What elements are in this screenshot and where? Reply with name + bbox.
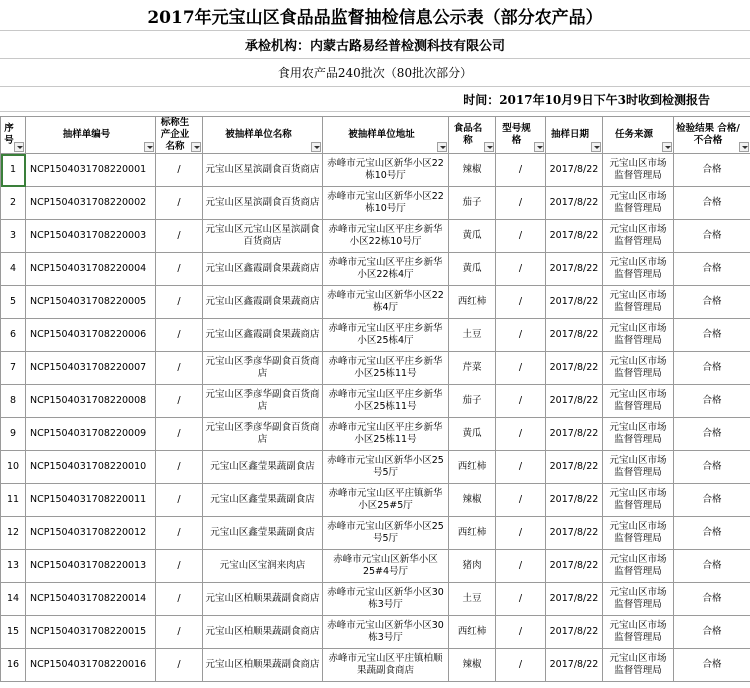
cell-enterprise[interactable]: /	[156, 418, 203, 451]
cell-task-source[interactable]: 元宝山区市场监督管理局	[603, 253, 674, 286]
cell-sample-no[interactable]: NCP1504031708220002	[26, 187, 156, 220]
cell-task-source[interactable]: 元宝山区市场监督管理局	[603, 385, 674, 418]
cell-seq[interactable]: 1	[1, 154, 26, 187]
cell-enterprise[interactable]: /	[156, 616, 203, 649]
cell-enterprise[interactable]: /	[156, 187, 203, 220]
report-time: 时间：2017年10月9日下午3时收到检测报告	[0, 87, 750, 112]
cell-unit-address[interactable]: 赤峰市元宝山区平庄镇柏顺果蔬副食商店	[323, 649, 449, 682]
table-row	[1, 286, 750, 319]
filter-dropdown-icon[interactable]	[191, 142, 201, 152]
cell-sample-no[interactable]: NCP1504031708220011	[26, 484, 156, 517]
cell-result[interactable]: 合格	[674, 451, 750, 484]
cell-seq[interactable]: 15	[1, 616, 26, 649]
table-row	[1, 385, 750, 418]
cell-date[interactable]: 2017/8/22	[546, 451, 603, 484]
cell-unit-address[interactable]: 赤峰市元宝山区平庄乡新华小区22栋10号厅	[323, 220, 449, 253]
cell-enterprise[interactable]: /	[156, 649, 203, 682]
cell-unit-name[interactable]: 元宝山区柏顺果蔬副食商店	[203, 583, 323, 616]
cell-sample-no[interactable]: NCP1504031708220009	[26, 418, 156, 451]
cell-task-source[interactable]: 元宝山区市场监督管理局	[603, 550, 674, 583]
filter-dropdown-icon[interactable]	[437, 142, 447, 152]
cell-enterprise[interactable]: /	[156, 319, 203, 352]
inspection-org: 承检机构：内蒙古路易经普检测科技有限公司	[0, 31, 750, 59]
cell-date[interactable]: 2017/8/22	[546, 319, 603, 352]
table-row	[1, 220, 750, 253]
cell-food-name[interactable]: 辣椒	[449, 154, 496, 187]
cell-sample-no[interactable]: NCP1504031708220012	[26, 517, 156, 550]
filter-dropdown-icon[interactable]	[484, 142, 494, 152]
header-unit-name: 被抽样单位名称	[203, 117, 323, 154]
cell-spec[interactable]: /	[496, 154, 546, 187]
cell-task-source[interactable]: 元宝山区市场监督管理局	[603, 154, 674, 187]
cell-result[interactable]: 合格	[674, 583, 750, 616]
cell-spec[interactable]: /	[496, 649, 546, 682]
cell-unit-name[interactable]: 元宝山区星滨副食百货商店	[203, 187, 323, 220]
cell-seq[interactable]: 8	[1, 385, 26, 418]
cell-enterprise[interactable]: /	[156, 484, 203, 517]
cell-unit-address[interactable]: 赤峰市元宝山区平庄乡新华小区25栋11号	[323, 385, 449, 418]
cell-unit-address[interactable]: 赤峰市元宝山区平庄乡新华小区25栋11号	[323, 352, 449, 385]
cell-food-name[interactable]: 西红柿	[449, 286, 496, 319]
cell-seq[interactable]: 10	[1, 451, 26, 484]
cell-enterprise[interactable]: /	[156, 517, 203, 550]
header-row	[1, 117, 750, 154]
cell-spec[interactable]: /	[496, 418, 546, 451]
cell-spec[interactable]: /	[496, 286, 546, 319]
cell-date[interactable]: 2017/8/22	[546, 649, 603, 682]
cell-result[interactable]: 合格	[674, 187, 750, 220]
table-row	[1, 154, 750, 187]
header-unit-address: 被抽样单位地址	[323, 117, 449, 154]
cell-sample-no[interactable]: NCP1504031708220015	[26, 616, 156, 649]
cell-enterprise[interactable]: /	[156, 550, 203, 583]
cell-seq[interactable]: 16	[1, 649, 26, 682]
cell-unit-name[interactable]: 元宝山区鑫霞副食果蔬商店	[203, 286, 323, 319]
cell-result[interactable]: 合格	[674, 154, 750, 187]
cell-spec[interactable]: /	[496, 220, 546, 253]
cell-food-name[interactable]: 土豆	[449, 319, 496, 352]
cell-unit-address[interactable]: 赤峰市元宝山区新华小区25号5厅	[323, 451, 449, 484]
header-food-name: 食品名称	[449, 117, 496, 154]
cell-enterprise[interactable]: /	[156, 253, 203, 286]
cell-spec[interactable]: /	[496, 385, 546, 418]
cell-date[interactable]: 2017/8/22	[546, 583, 603, 616]
cell-task-source[interactable]: 元宝山区市场监督管理局	[603, 517, 674, 550]
cell-spec[interactable]: /	[496, 187, 546, 220]
filter-dropdown-icon[interactable]	[534, 142, 544, 152]
cell-sample-no[interactable]: NCP1504031708220006	[26, 319, 156, 352]
cell-result[interactable]: 合格	[674, 517, 750, 550]
table-row	[1, 484, 750, 517]
cell-result[interactable]: 合格	[674, 352, 750, 385]
header-result: 检验结果 合格/不合格	[674, 117, 750, 154]
table-row	[1, 616, 750, 649]
cell-seq[interactable]: 13	[1, 550, 26, 583]
cell-food-name[interactable]: 猪肉	[449, 550, 496, 583]
header-enterprise: 标称生产企业名称	[156, 117, 203, 154]
results-table	[0, 116, 750, 682]
cell-enterprise[interactable]: /	[156, 451, 203, 484]
cell-date[interactable]: 2017/8/22	[546, 253, 603, 286]
cell-seq[interactable]: 7	[1, 352, 26, 385]
cell-enterprise[interactable]: /	[156, 385, 203, 418]
cell-unit-address[interactable]: 赤峰市元宝山区新华小区25号5厅	[323, 517, 449, 550]
filter-dropdown-icon[interactable]	[144, 142, 154, 152]
cell-spec[interactable]: /	[496, 550, 546, 583]
cell-seq[interactable]: 3	[1, 220, 26, 253]
cell-result[interactable]: 合格	[674, 385, 750, 418]
cell-spec[interactable]: /	[496, 583, 546, 616]
cell-unit-address[interactable]: 赤峰市元宝山区新华小区22栋10号厅	[323, 187, 449, 220]
cell-task-source[interactable]: 元宝山区市场监督管理局	[603, 451, 674, 484]
cell-unit-address[interactable]: 赤峰市元宝山区新华小区30栋3号厅	[323, 583, 449, 616]
cell-food-name[interactable]: 黄瓜	[449, 418, 496, 451]
filter-dropdown-icon[interactable]	[14, 142, 24, 152]
cell-unit-name[interactable]: 元宝山区季彦华副食百货商店	[203, 418, 323, 451]
cell-unit-address[interactable]: 赤峰市元宝山区新华小区22栋4厅	[323, 286, 449, 319]
cell-task-source[interactable]: 元宝山区市场监督管理局	[603, 319, 674, 352]
cell-sample-no[interactable]: NCP1504031708220008	[26, 385, 156, 418]
cell-food-name[interactable]: 茄子	[449, 187, 496, 220]
cell-sample-no[interactable]: NCP1504031708220003	[26, 220, 156, 253]
cell-task-source[interactable]: 元宝山区市场监督管理局	[603, 352, 674, 385]
cell-task-source[interactable]: 元宝山区市场监督管理局	[603, 187, 674, 220]
cell-sample-no[interactable]: NCP1504031708220004	[26, 253, 156, 286]
cell-unit-address[interactable]: 赤峰市元宝山区平庄乡新华小区22栋4厅	[323, 253, 449, 286]
cell-task-source[interactable]: 元宝山区市场监督管理局	[603, 616, 674, 649]
cell-unit-name[interactable]: 元宝山区柏顺果蔬副食商店	[203, 616, 323, 649]
header-sample-no: 抽样单编号	[26, 117, 156, 154]
header-date: 抽样日期	[546, 117, 603, 154]
cell-unit-name[interactable]: 元宝山区季彦华副食百货商店	[203, 385, 323, 418]
cell-spec[interactable]: /	[496, 451, 546, 484]
cell-unit-address[interactable]: 赤峰市元宝山区新华小区22栋10号厅	[323, 154, 449, 187]
cell-date[interactable]: 2017/8/22	[546, 187, 603, 220]
cell-spec[interactable]: /	[496, 253, 546, 286]
cell-date[interactable]: 2017/8/22	[546, 484, 603, 517]
cell-date[interactable]: 2017/8/22	[546, 616, 603, 649]
cell-task-source[interactable]: 元宝山区市场监督管理局	[603, 583, 674, 616]
header-task-source: 任务来源	[603, 117, 674, 154]
cell-spec[interactable]: /	[496, 319, 546, 352]
cell-enterprise[interactable]: /	[156, 220, 203, 253]
table-row	[1, 550, 750, 583]
cell-date[interactable]: 2017/8/22	[546, 418, 603, 451]
header-seq: 序号	[1, 117, 26, 154]
cell-food-name[interactable]: 黄瓜	[449, 253, 496, 286]
batch-info: 食用农产品240批次（80批次部分）	[0, 59, 750, 87]
cell-date[interactable]: 2017/8/22	[546, 220, 603, 253]
cell-food-name[interactable]: 西红柿	[449, 451, 496, 484]
cell-unit-name[interactable]: 元宝山区宝润来肉店	[203, 550, 323, 583]
cell-date[interactable]: 2017/8/22	[546, 352, 603, 385]
cell-task-source[interactable]: 元宝山区市场监督管理局	[603, 286, 674, 319]
cell-result[interactable]: 合格	[674, 484, 750, 517]
cell-unit-name[interactable]: 元宝山区鑫莹果蔬副食店	[203, 517, 323, 550]
cell-date[interactable]: 2017/8/22	[546, 550, 603, 583]
cell-seq[interactable]: 6	[1, 319, 26, 352]
cell-seq[interactable]: 9	[1, 418, 26, 451]
cell-unit-name[interactable]: 元宝山区季彦华副食百货商店	[203, 352, 323, 385]
cell-result[interactable]: 合格	[674, 418, 750, 451]
table-row	[1, 451, 750, 484]
table-row	[1, 583, 750, 616]
table-row	[1, 319, 750, 352]
cell-spec[interactable]: /	[496, 352, 546, 385]
table-row	[1, 352, 750, 385]
cell-date[interactable]: 2017/8/22	[546, 385, 603, 418]
cell-unit-name[interactable]: 元宝山区鑫霞副食果蔬商店	[203, 253, 323, 286]
cell-result[interactable]: 合格	[674, 319, 750, 352]
cell-result[interactable]: 合格	[674, 286, 750, 319]
cell-enterprise[interactable]: /	[156, 352, 203, 385]
cell-task-source[interactable]: 元宝山区市场监督管理局	[603, 418, 674, 451]
cell-unit-name[interactable]: 元宝山区鑫莹果蔬副食店	[203, 451, 323, 484]
table-row	[1, 517, 750, 550]
cell-food-name[interactable]: 茄子	[449, 385, 496, 418]
cell-seq[interactable]: 14	[1, 583, 26, 616]
cell-unit-name[interactable]: 元宝山区鑫霞副食果蔬商店	[203, 319, 323, 352]
cell-food-name[interactable]: 黄瓜	[449, 220, 496, 253]
cell-sample-no[interactable]: NCP1504031708220005	[26, 286, 156, 319]
cell-result[interactable]: 合格	[674, 616, 750, 649]
cell-spec[interactable]: /	[496, 616, 546, 649]
cell-seq[interactable]: 4	[1, 253, 26, 286]
cell-food-name[interactable]: 西红柿	[449, 616, 496, 649]
cell-date[interactable]: 2017/8/22	[546, 517, 603, 550]
cell-sample-no[interactable]: NCP1504031708220010	[26, 451, 156, 484]
cell-enterprise[interactable]: /	[156, 154, 203, 187]
filter-dropdown-icon[interactable]	[591, 142, 601, 152]
cell-seq[interactable]: 2	[1, 187, 26, 220]
cell-seq[interactable]: 11	[1, 484, 26, 517]
cell-unit-address[interactable]: 赤峰市元宝山区平庄镇新华小区25#5厅	[323, 484, 449, 517]
cell-food-name[interactable]: 辣椒	[449, 484, 496, 517]
cell-result[interactable]: 合格	[674, 220, 750, 253]
cell-spec[interactable]: /	[496, 484, 546, 517]
cell-sample-no[interactable]: NCP1504031708220007	[26, 352, 156, 385]
cell-seq[interactable]: 5	[1, 286, 26, 319]
filter-dropdown-icon[interactable]	[662, 142, 672, 152]
cell-date[interactable]: 2017/8/22	[546, 154, 603, 187]
cell-spec[interactable]: /	[496, 517, 546, 550]
cell-unit-name[interactable]: 元宝山区星滨副食百货商店	[203, 154, 323, 187]
cell-unit-address[interactable]: 赤峰市元宝山区新华小区25#4号厅	[323, 550, 449, 583]
cell-task-source[interactable]: 元宝山区市场监督管理局	[603, 649, 674, 682]
cell-unit-name[interactable]: 元宝山区鑫莹果蔬副食店	[203, 484, 323, 517]
cell-unit-name[interactable]: 元宝山区柏顺果蔬副食商店	[203, 649, 323, 682]
cell-unit-address[interactable]: 赤峰市元宝山区新华小区30栋3号厅	[323, 616, 449, 649]
cell-food-name[interactable]: 辣椒	[449, 649, 496, 682]
cell-sample-no[interactable]: NCP1504031708220013	[26, 550, 156, 583]
cell-unit-address[interactable]: 赤峰市元宝山区平庄乡新华小区25栋11号	[323, 418, 449, 451]
cell-result[interactable]: 合格	[674, 649, 750, 682]
cell-task-source[interactable]: 元宝山区市场监督管理局	[603, 484, 674, 517]
table-row	[1, 649, 750, 682]
filter-dropdown-icon[interactable]	[739, 142, 749, 152]
cell-sample-no[interactable]: NCP1504031708220001	[26, 154, 156, 187]
header-spec: 型号规格	[496, 117, 546, 154]
cell-enterprise[interactable]: /	[156, 583, 203, 616]
table-row	[1, 418, 750, 451]
cell-enterprise[interactable]: /	[156, 286, 203, 319]
sheet-title: 2017年元宝山区食品品监督抽检信息公示表（部分农产品）	[0, 0, 750, 31]
cell-food-name[interactable]: 土豆	[449, 583, 496, 616]
cell-food-name[interactable]: 芹菜	[449, 352, 496, 385]
cell-sample-no[interactable]: NCP1504031708220016	[26, 649, 156, 682]
cell-seq[interactable]: 12	[1, 517, 26, 550]
filter-dropdown-icon[interactable]	[311, 142, 321, 152]
cell-date[interactable]: 2017/8/22	[546, 286, 603, 319]
cell-unit-name[interactable]: 元宝山区元宝山区星滨副食百货商店	[203, 220, 323, 253]
cell-result[interactable]: 合格	[674, 253, 750, 286]
cell-unit-address[interactable]: 赤峰市元宝山区平庄乡新华小区25栋4厅	[323, 319, 449, 352]
table-row	[1, 187, 750, 220]
table-row	[1, 253, 750, 286]
cell-result[interactable]: 合格	[674, 550, 750, 583]
cell-sample-no[interactable]: NCP1504031708220014	[26, 583, 156, 616]
cell-food-name[interactable]: 西红柿	[449, 517, 496, 550]
cell-task-source[interactable]: 元宝山区市场监督管理局	[603, 220, 674, 253]
